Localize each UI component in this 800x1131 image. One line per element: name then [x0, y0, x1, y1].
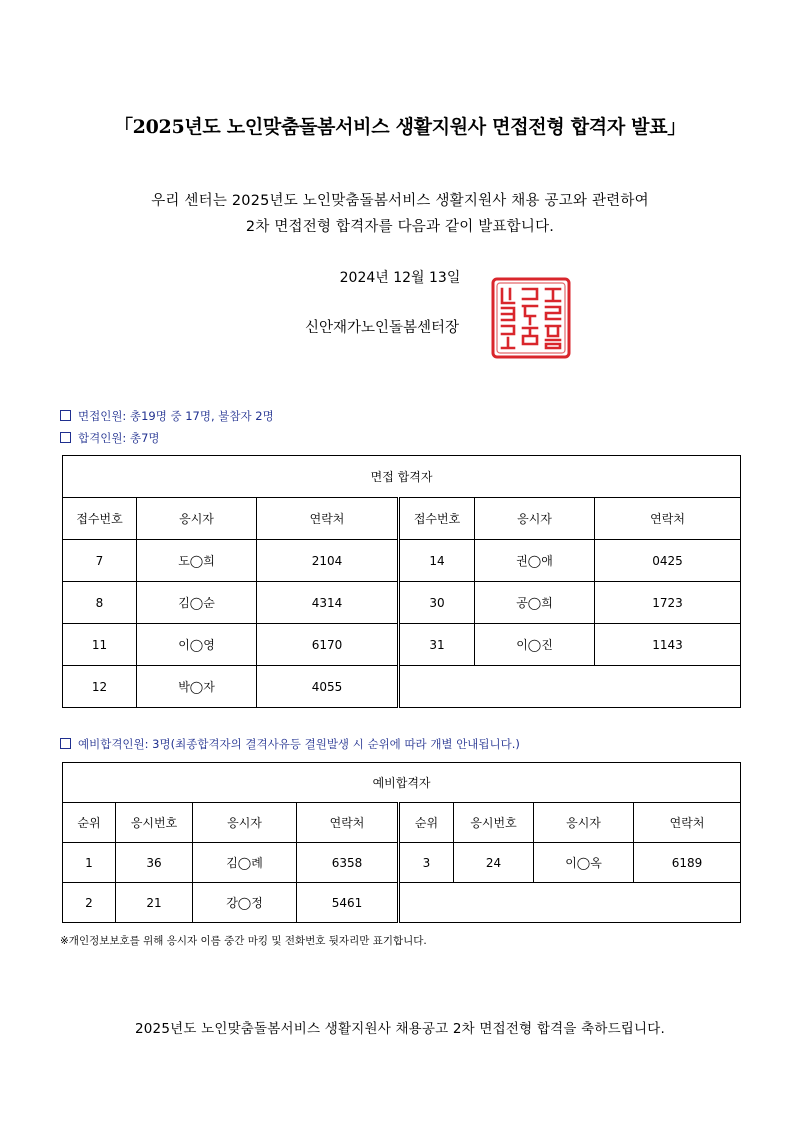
- receipt-number: 11: [63, 624, 137, 666]
- page-title: 「2025년도 노인맞춤돌봄서비스 생활지원사 면접전형 합격자 발표」: [113, 116, 686, 138]
- column-header: 연락처: [297, 803, 399, 843]
- table-header-row: [63, 498, 741, 540]
- table-caption: 면접 합격자: [63, 456, 741, 498]
- reserve-count-note: 예비합격인원: 3명(최종합격자의 결격사유등 결원발생 시 순위에 따라 개별 안내됩니다.): [60, 736, 520, 752]
- column-header: 응시번호: [454, 803, 534, 843]
- column-header: 접수번호: [399, 498, 475, 540]
- checkbox-square-icon: [60, 410, 71, 421]
- table-row: [63, 666, 741, 708]
- phone-suffix: 4314: [257, 582, 399, 624]
- receipt-number: 12: [63, 666, 137, 708]
- column-header: 응시자: [534, 803, 634, 843]
- receipt-number: 30: [399, 582, 475, 624]
- rank: 3: [399, 843, 454, 883]
- interview-count-note: 면접인원: 총19명 중 17명, 불참자 2명: [60, 408, 274, 424]
- candidate-name: 김◯순: [137, 582, 257, 624]
- column-header: 순위: [399, 803, 454, 843]
- signer-name: 신안재가노인돌봄센터장: [305, 320, 460, 336]
- column-header: 응시번호: [116, 803, 193, 843]
- intro-line-1: 우리 센터는 2025년도 노인맞춤돌봄서비스 생활지원사 채용 공고와 관련하여: [151, 193, 649, 209]
- phone-suffix: 2104: [257, 540, 399, 582]
- column-header: 순위: [63, 803, 116, 843]
- intro-line-2: 2차 면접전형 합격자를 다음과 같이 발표합니다.: [245, 219, 555, 235]
- receipt-number: 31: [399, 624, 475, 666]
- reserve-candidates-table: [62, 762, 741, 923]
- rank: 1: [63, 843, 116, 883]
- column-header: 응시자: [475, 498, 595, 540]
- receipt-number: 14: [399, 540, 475, 582]
- column-header: 접수번호: [63, 498, 137, 540]
- table-row: [63, 540, 741, 582]
- table-row: [63, 883, 741, 923]
- column-header: 응시자: [137, 498, 257, 540]
- table-row: [63, 843, 741, 883]
- empty-cell: [399, 883, 741, 923]
- passed-count-note: 합격인원: 총7명: [60, 430, 160, 446]
- column-header: 연락처: [634, 803, 741, 843]
- table-caption-row: [63, 456, 741, 498]
- application-number: 21: [116, 883, 193, 923]
- phone-suffix: 6358: [297, 843, 399, 883]
- candidate-name: 도◯희: [137, 540, 257, 582]
- receipt-number: 7: [63, 540, 137, 582]
- phone-suffix: 0425: [595, 540, 741, 582]
- table-caption-row: [63, 763, 741, 803]
- candidate-name: 이◯영: [137, 624, 257, 666]
- table-row: [63, 624, 741, 666]
- checkbox-square-icon: [60, 738, 71, 749]
- official-seal-stamp: [490, 276, 572, 360]
- phone-suffix: 4055: [257, 666, 399, 708]
- candidate-name: 공◯희: [475, 582, 595, 624]
- table-caption: 예비합격자: [63, 763, 741, 803]
- column-header: 연락처: [595, 498, 741, 540]
- rank: 2: [63, 883, 116, 923]
- privacy-note: ※개인정보보호를 위해 응시자 이름 중간 마킹 및 전화번호 뒷자리만 표기합니다.: [60, 935, 427, 947]
- candidate-name: 권◯애: [475, 540, 595, 582]
- candidate-name: 이◯옥: [534, 843, 634, 883]
- candidate-name: 박◯자: [137, 666, 257, 708]
- phone-suffix: 1143: [595, 624, 741, 666]
- passed-candidates-table: [62, 455, 741, 708]
- candidate-name: 이◯진: [475, 624, 595, 666]
- phone-suffix: 5461: [297, 883, 399, 923]
- phone-suffix: 1723: [595, 582, 741, 624]
- checkbox-square-icon: [60, 432, 71, 443]
- application-number: 36: [116, 843, 193, 883]
- closing-message: 2025년도 노인맞춤돌봄서비스 생활지원사 채용공고 2차 면접전형 합격을 축하드립니다.: [134, 1021, 666, 1037]
- phone-suffix: 6189: [634, 843, 741, 883]
- phone-suffix: 6170: [257, 624, 399, 666]
- application-number: 24: [454, 843, 534, 883]
- table-row: [63, 582, 741, 624]
- candidate-name: 김◯례: [193, 843, 297, 883]
- announcement-date: 2024년 12월 13일: [339, 270, 461, 286]
- empty-cell: [399, 666, 741, 708]
- column-header: 응시자: [193, 803, 297, 843]
- candidate-name: 강◯정: [193, 883, 297, 923]
- receipt-number: 8: [63, 582, 137, 624]
- table-header-row: [63, 803, 741, 843]
- column-header: 연락처: [257, 498, 399, 540]
